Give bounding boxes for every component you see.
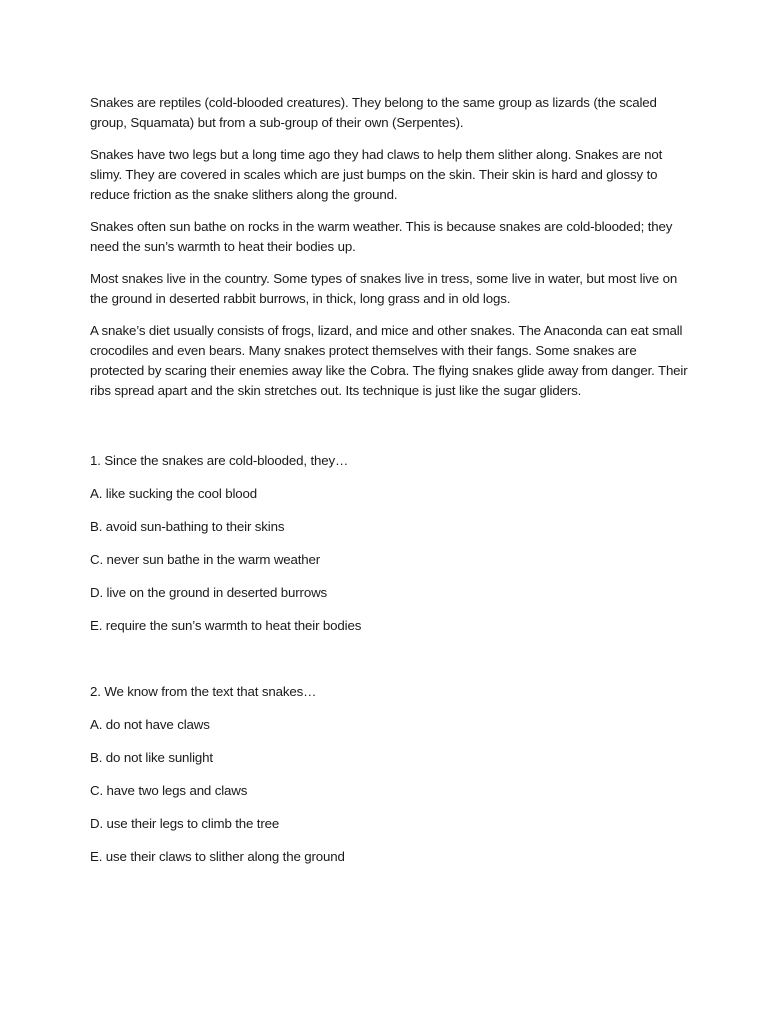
answer-option: E. use their claws to slither along the ground bbox=[90, 849, 345, 864]
answer-option: B. avoid sun-bathing to their skins bbox=[90, 519, 285, 534]
question-2 bbox=[90, 682, 690, 880]
passage-paragraph: Snakes are reptiles (cold-blooded creatures). They belong to the same group as lizards (the scaled group, Squamata) but from a sub-group of their own (Serpentes). bbox=[90, 95, 657, 130]
question-prompt: 1. Since the snakes are cold-blooded, they… bbox=[90, 453, 349, 468]
passage-paragraph: A snake’s diet usually consists of frogs, lizard, and mice and other snakes. The Anaconda can eat small crocodiles and even bears. Many snakes protect themselves with their fangs. Some snakes are protected by scaring their enemies away like the Cobra. The flying snakes glide away from danger. Their ribs spread apart and the skin stretches out. Its technique is just like the sugar gliders. bbox=[90, 323, 688, 398]
passage-paragraph: Most snakes live in the country. Some types of snakes live in tress, some live in water, but most live on the ground in deserted rabbit burrows, in thick, long grass and in old logs. bbox=[90, 271, 678, 306]
reading-passage bbox=[90, 93, 690, 413]
answer-option: E. require the sun’s warmth to heat their bodies bbox=[90, 618, 362, 633]
answer-option: C. never sun bathe in the warm weather bbox=[90, 552, 321, 567]
question-prompt: 2. We know from the text that snakes… bbox=[90, 684, 317, 699]
answer-option: A. do not have claws bbox=[90, 717, 210, 732]
answer-option: A. like sucking the cool blood bbox=[90, 486, 257, 501]
answer-option: B. do not like sunlight bbox=[90, 750, 213, 765]
answer-option: D. use their legs to climb the tree bbox=[90, 816, 280, 831]
question-1 bbox=[90, 451, 690, 649]
answer-option: C. have two legs and claws bbox=[90, 783, 248, 798]
answer-option: D. live on the ground in deserted burrows bbox=[90, 585, 328, 600]
passage-paragraph: Snakes have two legs but a long time ago they had claws to help them slither along. Snakes are not slimy. They are covered in scales which are just bumps on the skin. Their skin is hard and glossy to reduce friction as the snake slithers along the ground. bbox=[90, 147, 663, 202]
passage-paragraph: Snakes often sun bathe on rocks in the warm weather. This is because snakes are cold-blooded; they need the sun’s warmth to heat their bodies up. bbox=[90, 219, 673, 254]
